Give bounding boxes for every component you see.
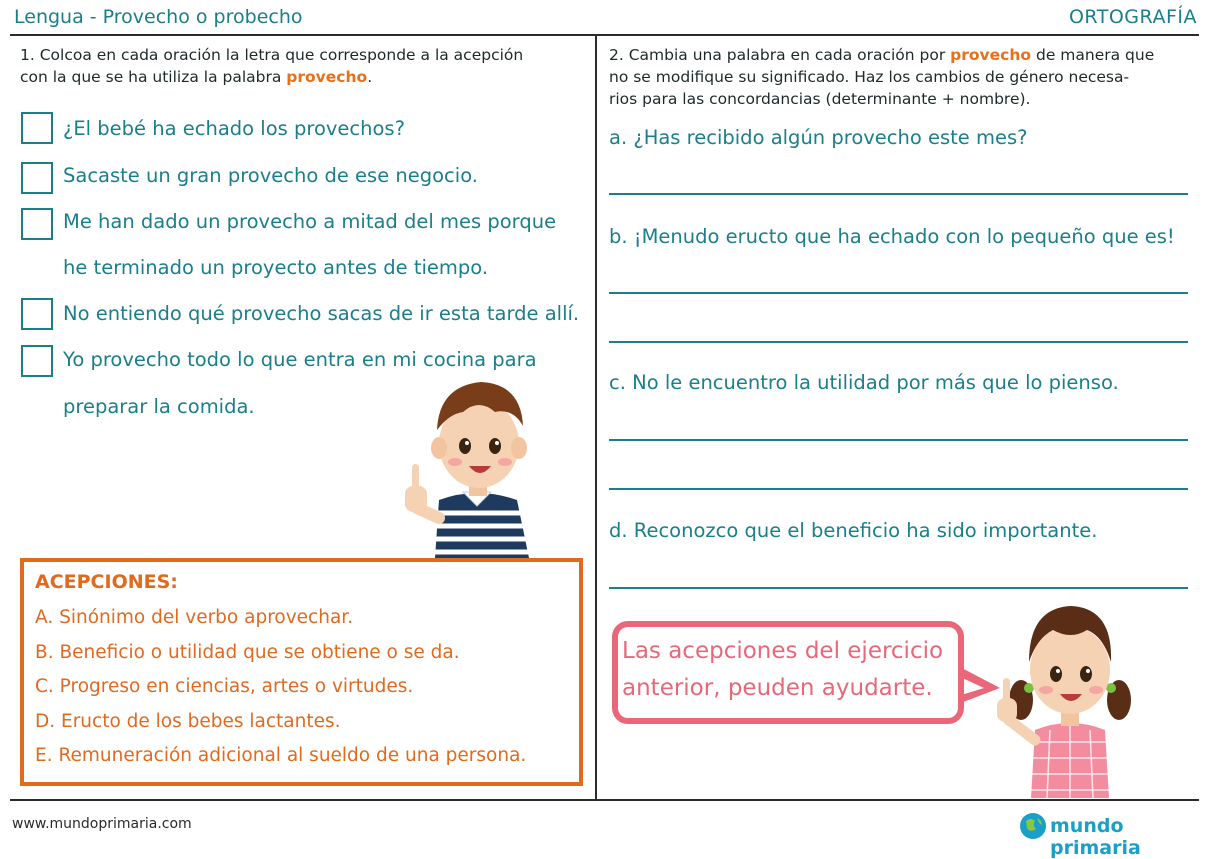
answer-box-1[interactable] [21, 112, 53, 144]
exercise2-sentence-d: d. Reconozco que el beneficio ha sido importante. [609, 519, 1098, 542]
speech-bubble-text: Las acepciones del ejercicio anterior, peuden ayudarte. [622, 638, 944, 701]
exercise1-sentence: No entiendo qué provecho sacas de ir esta tarde allí. [63, 302, 580, 325]
exercise1-instruction: 1. Colcoa en cada oración la letra que corresponde a la acepción con la que se ha utiliza la palabra provecho. [20, 46, 524, 86]
brand-logo[interactable]: mundo primaria [1050, 815, 1141, 859]
exercise2-sentence-b: b. ¡Menudo eructo que ha echado con lo pequeño que es! [609, 225, 1175, 248]
exercise1-sentence-continued: preparar la comida. [63, 395, 255, 418]
answer-box-3[interactable] [21, 208, 53, 240]
acepcion-item: D. Eructo de los bebes lactantes. [35, 711, 341, 732]
exercise1-sentence: Me han dado un provecho a mitad del mes porque [63, 210, 557, 233]
globe-logo-icon [1018, 811, 1048, 841]
girl-illustration [995, 590, 1145, 798]
exercise1-sentence: Sacaste un gran provecho de ese negocio. [63, 164, 478, 187]
acepcion-item: A. Sinónimo del verbo aprovechar. [35, 607, 354, 628]
answer-box-5[interactable] [21, 345, 53, 377]
exercise2-sentence-c: c. No le encuentro la utilidad por más que lo pienso. [609, 371, 1119, 394]
answer-line[interactable] [609, 193, 1188, 195]
answer-line[interactable] [609, 341, 1188, 343]
footer-divider [10, 799, 1199, 801]
answer-line[interactable] [609, 292, 1188, 294]
boy-illustration [395, 368, 555, 558]
acepcion-item: C. Progreso en ciencias, artes o virtudes. [35, 676, 414, 697]
footer-url[interactable]: www.mundoprimaria.com [12, 816, 192, 832]
exercise2-sentence-a: a. ¿Has recibido algún provecho este mes? [609, 126, 1028, 149]
answer-line[interactable] [609, 439, 1188, 441]
acepcion-item: E. Remuneración adicional al sueldo de una persona. [35, 745, 527, 766]
exercise1-sentence-continued: he terminado un proyecto antes de tiempo. [63, 256, 489, 279]
answer-box-4[interactable] [21, 298, 53, 330]
column-divider [595, 34, 597, 799]
exercise1-sentence: Yo provecho todo lo que entra en mi cocina para [63, 348, 537, 371]
exercise1-sentence: ¿El bebé ha echado los provechos? [63, 117, 405, 140]
acepcion-item: B. Beneficio o utilidad que se obtiene o se da. [35, 642, 460, 663]
answer-line[interactable] [609, 587, 1188, 589]
exercise2-instruction: 2. Cambia una palabra en cada oración por provecho de manera que no se modifique su significado. Haz los cambios de género necesa- rios para las concordancias (determinante + nombre). [609, 46, 1155, 108]
header-divider [10, 34, 1199, 36]
page-title: Lengua - Provecho o probecho [14, 6, 303, 28]
acepciones-title: ACEPCIONES: [35, 571, 178, 593]
answer-box-2[interactable] [21, 162, 53, 194]
subject-label: ORTOGRAFÍA [1068, 6, 1197, 28]
answer-line[interactable] [609, 488, 1188, 490]
